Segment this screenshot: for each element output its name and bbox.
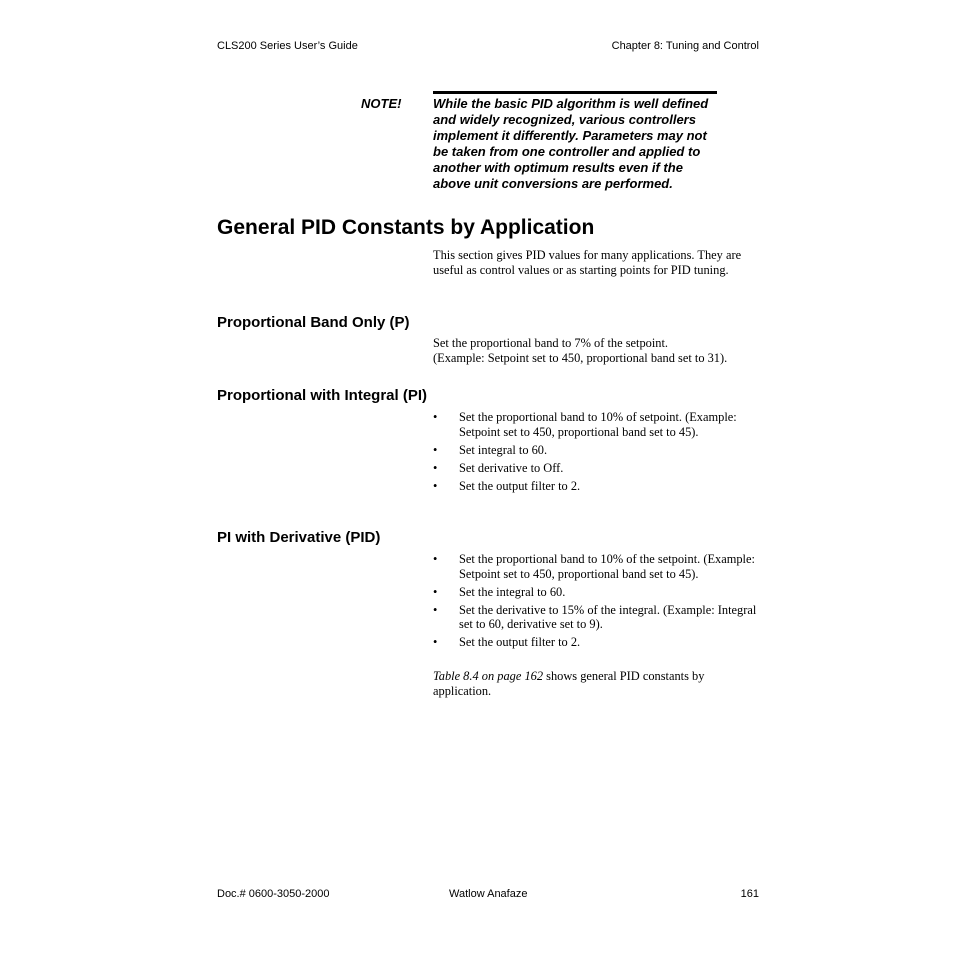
table-reference-text: Table 8.4 on page 162 shows general PID constants by application. <box>433 669 705 698</box>
bullet: • <box>433 602 438 617</box>
heading-p: Proportional Band Only (P) <box>217 314 410 331</box>
list-item: • Set the proportional band to 10% of the setpoint. (Example: Setpoint set to 450, proportional band set to 45). <box>433 552 755 581</box>
section-title: General PID Constants by Application <box>217 216 595 239</box>
note-text: While the basic PID algorithm is well defined and widely recognized, various controllers implement it differently. Parameters may not be taken from one controller and applied to another with optimum results even if the above unit conversions are performed. <box>433 96 709 191</box>
list-item: • Set the derivative to 15% of the integral. (Example: Integral set to 60, derivative set to 9). <box>433 602 757 632</box>
note-rule <box>433 91 717 94</box>
bullet: • <box>433 410 438 424</box>
heading-pid: PI with Derivative (PID) <box>217 529 381 546</box>
list-item: • Set the proportional band to 10% of setpoint. (Example: Setpoint set to 450, proportional band set to 45). <box>433 410 737 439</box>
heading-pi: Proportional with Integral (PI) <box>217 387 427 404</box>
bullet: • <box>433 635 438 650</box>
footer-doc-number: Doc.# 0600-3050-2000 <box>217 888 330 900</box>
bullet: • <box>433 478 438 493</box>
header-guide-title: CLS200 Series User’s Guide <box>217 40 358 52</box>
list-item: • Set derivative to Off. <box>433 460 564 475</box>
list-item: • Set the integral to 60. <box>433 584 566 599</box>
pi-list <box>433 410 765 493</box>
list-item: • Set integral to 60. <box>433 442 548 457</box>
bullet: • <box>433 460 438 475</box>
p-text <box>433 336 768 365</box>
note-label: NOTE! <box>361 96 402 111</box>
bullet: • <box>433 552 438 566</box>
p-line-2: (Example: Setpoint set to 450, proportional band set to 31). <box>433 350 728 365</box>
section-intro: This section gives PID values for many applications. They are useful as control values or as starting points for PID tuning. <box>433 248 742 277</box>
page-number: 161 <box>740 888 759 900</box>
list-item: • Set the output filter to 2. <box>433 635 581 650</box>
list-item: • Set the output filter to 2. <box>433 478 581 493</box>
bullet: • <box>433 584 438 599</box>
header-chapter-title: Chapter 8: Tuning and Control <box>611 40 759 52</box>
footer-company: Watlow Anafaze <box>449 888 528 900</box>
p-line-1: Set the proportional band to 7% of the setpoint. <box>433 336 669 350</box>
pid-list <box>433 552 765 650</box>
bullet: • <box>433 442 438 457</box>
table-reference-link[interactable]: Table 8.4 on page 162 <box>433 669 544 683</box>
